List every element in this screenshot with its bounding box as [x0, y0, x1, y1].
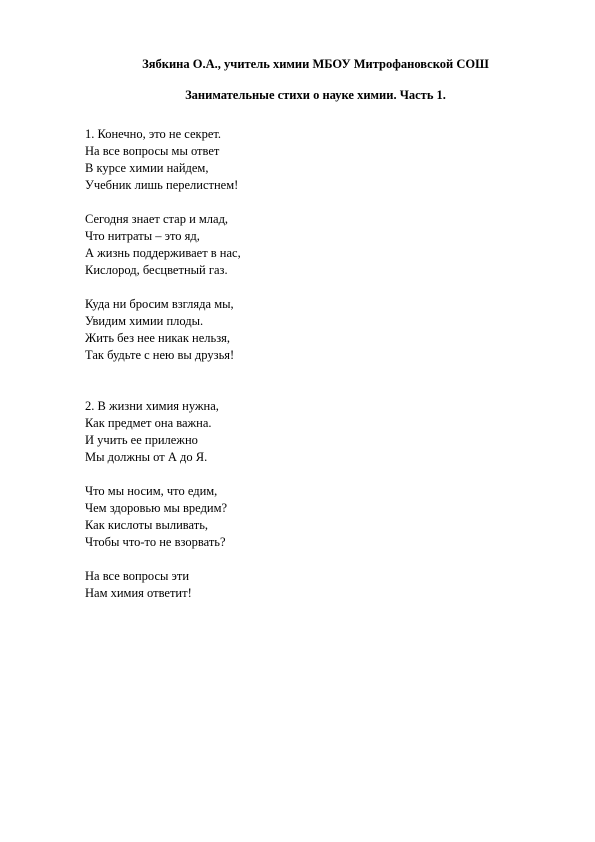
stanza-1-2 [85, 211, 525, 279]
stanza-gap [85, 279, 525, 296]
poem-line: 1. Конечно, это не секрет. [85, 127, 222, 141]
poem-line: Мы должны от А до Я. [85, 450, 208, 464]
author-line: Зябкина О.А., учитель химии МБОУ Митрофановской СОШ [142, 57, 489, 71]
poem-line: А жизнь поддерживает в нас, [85, 246, 241, 260]
poem-line: Как кислоты выливать, [85, 518, 209, 532]
stanza-gap [85, 551, 525, 568]
poem-line: Чем здоровью мы вредим? [85, 501, 228, 515]
stanza-1-1 [85, 126, 525, 194]
poem-line: Нам химия ответит! [85, 586, 192, 600]
poem-line: Увидим химии плоды. [85, 314, 204, 328]
poem-line: Так будьте с нею вы друзья! [85, 348, 235, 362]
poem-line: 2. В жизни химия нужна, [85, 399, 219, 413]
poem-line: Что мы носим, что едим, [85, 484, 218, 498]
poem-line: Сегодня знает стар и млад, [85, 212, 229, 226]
stanza-2-1 [85, 398, 525, 466]
poem-line: Кислород, бесцветный газ. [85, 263, 228, 277]
poem-line: На все вопросы эти [85, 569, 190, 583]
poem-line: Куда ни бросим взгляда мы, [85, 297, 234, 311]
stanza-gap [85, 466, 525, 483]
document-title: Занимательные стихи о науке химии. Часть 1. [185, 88, 446, 102]
stanza-1-3 [85, 296, 525, 364]
poem-line: Как предмет она важна. [85, 416, 212, 430]
poem-line: И учить ее прилежно [85, 433, 198, 447]
poem-body [85, 126, 525, 602]
part-gap [85, 364, 525, 398]
stanza-2-2 [85, 483, 525, 551]
stanza-2-3 [85, 568, 525, 602]
poem-line: Учебник лишь перелистнем! [85, 178, 239, 192]
poem-line: В курсе химии найдем, [85, 161, 209, 175]
poem-line: Жить без нее никак нельзя, [85, 331, 231, 345]
poem-line: Что нитраты – это яд, [85, 229, 200, 243]
poem-line: На все вопросы мы ответ [85, 144, 220, 158]
poem-line: Чтобы что-то не взорвать? [85, 535, 226, 549]
stanza-gap [85, 194, 525, 211]
